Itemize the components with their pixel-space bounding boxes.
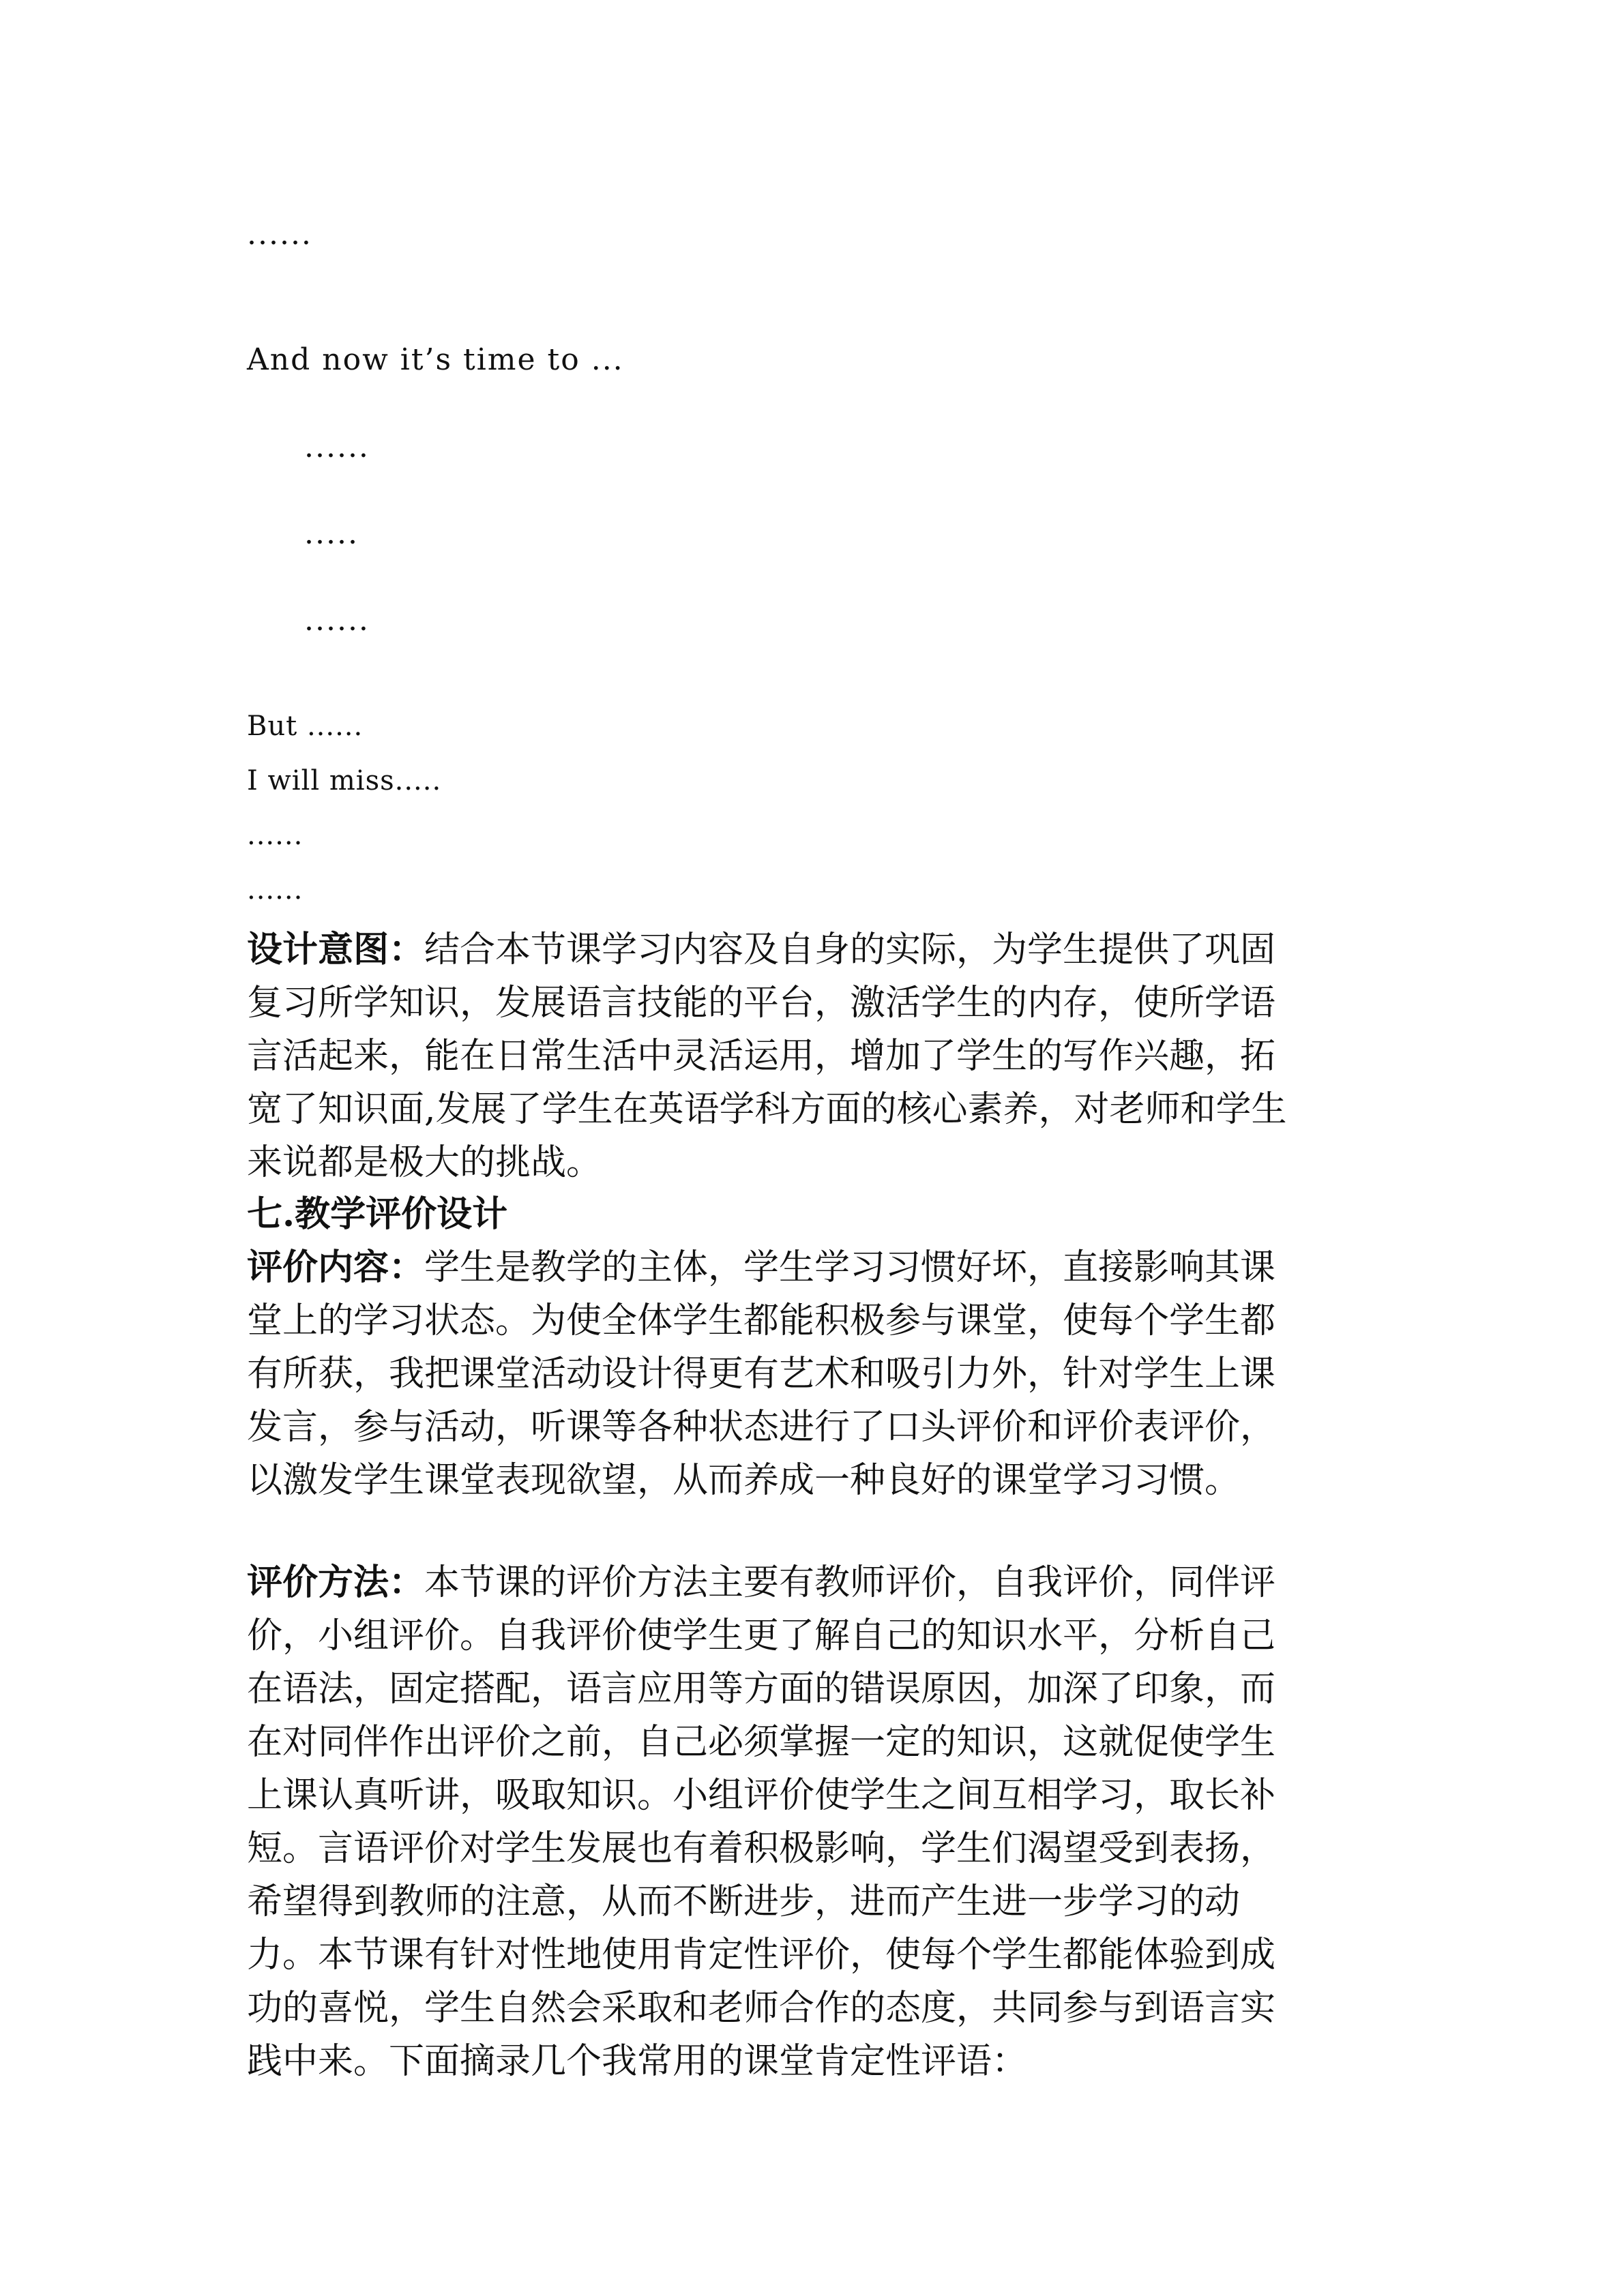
- design-intent-label: 设计意图：: [247, 929, 425, 970]
- eval-content-line-2: 堂上的学习状态。为使全体学生都能积极参与课堂，使每个学生都: [247, 1300, 1276, 1341]
- dots-line: ......: [304, 603, 370, 638]
- eval-content-label: 评价内容：: [247, 1247, 425, 1288]
- eval-content-line-5: 以激发学生课堂表现欲望，从而养成一种良好的课堂学习习惯。: [247, 1460, 1241, 1501]
- eval-method-label: 评价方法：: [247, 1562, 425, 1603]
- dots-line: ......: [304, 430, 370, 464]
- eval-content-line-1: 评价内容：学生是教学的主体，学生学习习惯好坏，直接影响其课: [247, 1247, 1276, 1288]
- dots-line: .....: [304, 516, 359, 551]
- eval-method-line-7: 希望得到教师的注意，从而不断进步，进而产生进一步学习的动: [247, 1881, 1241, 1922]
- design-intent-line-5: 来说都是极大的挑战。: [247, 1142, 602, 1183]
- design-intent-line-4: 宽了知识面,发展了学生在英语学科方面的核心素养，对老师和学生: [247, 1089, 1287, 1130]
- design-intent-line-3: 言活起来，能在日常生活中灵活运用，增加了学生的写作兴趣，拓: [247, 1036, 1276, 1077]
- will-miss-line: I will miss.....: [247, 765, 442, 796]
- and-now-line: And now it’s time to ...: [247, 342, 624, 377]
- eval-method-line-9: 功的喜悦，学生自然会采取和老师合作的态度，共同参与到语言实: [247, 1988, 1276, 2029]
- eval-content-line-3: 有所获，我把课堂活动设计得更有艺术和吸引力外，针对学生上课: [247, 1354, 1276, 1395]
- eval-method-line-10: 践中来。下面摘录几个我常用的课堂肯定性评语：: [247, 2041, 1028, 2082]
- eval-method-line-8: 力。本节课有针对性地使用肯定性评价，使每个学生都能体验到成: [247, 1935, 1276, 1976]
- eval-content-line-4: 发言，参与活动，听课等各种状态进行了口头评价和评价表评价，: [247, 1407, 1276, 1448]
- eval-method-line-3: 在语法，固定搭配，语言应用等方面的错误原因，加深了印象，而: [247, 1669, 1276, 1710]
- but-line: But ......: [247, 711, 364, 742]
- eval-method-line-6: 短。言语评价对学生发展也有着积极影响，学生们渴望受到表扬，: [247, 1828, 1276, 1869]
- design-intent-line-2: 复习所学知识，发展语言技能的平台，激活学生的内存，使所学语: [247, 983, 1276, 1024]
- design-intent-line-1: 设计意图：结合本节课学习内容及自身的实际，为学生提供了巩固: [247, 929, 1276, 970]
- dots-line: ......: [247, 874, 304, 906]
- dots-line: ......: [247, 217, 312, 252]
- eval-method-line-1: 评价方法：本节课的评价方法主要有教师评价，自我评价，同伴评: [247, 1562, 1276, 1603]
- eval-method-line-4: 在对同伴作出评价之前，自己必须掌握一定的知识，这就促使学生: [247, 1722, 1276, 1763]
- eval-method-line-2: 价，小组评价。自我评价使学生更了解自己的知识水平，分析自己: [247, 1615, 1276, 1656]
- section-heading: 七.教学评价设计: [247, 1193, 508, 1235]
- eval-method-line-5: 上课认真听讲，吸取知识。小组评价使学生之间互相学习，取长补: [247, 1775, 1276, 1816]
- dots-line: ......: [247, 820, 304, 851]
